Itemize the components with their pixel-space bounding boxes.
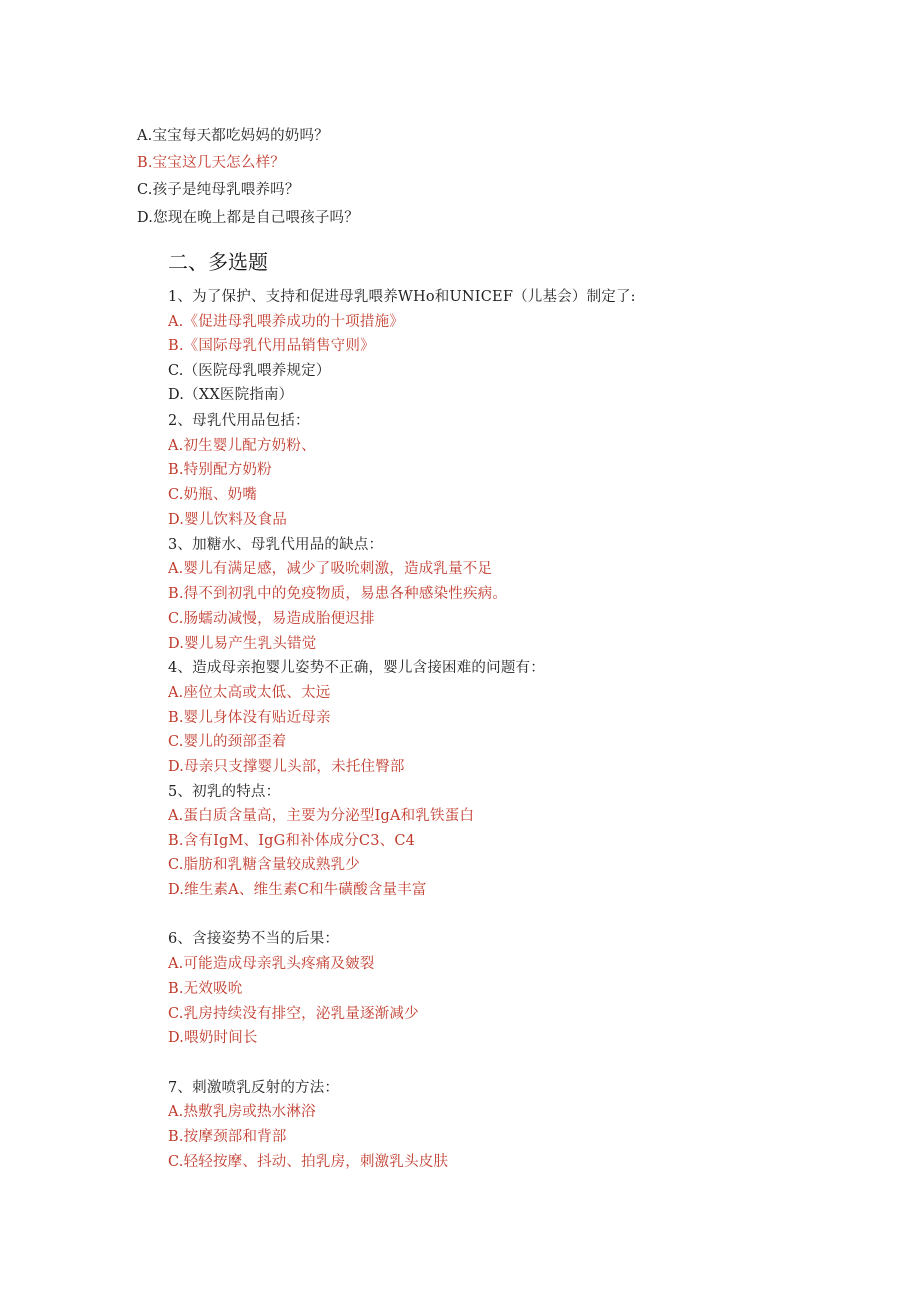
prev-option-b: B.宝宝这几天怎么样？ — [137, 155, 285, 171]
question-option: A.座位太高或太低、太远 — [168, 685, 331, 701]
question-option: C.婴儿的颈部歪着 — [168, 734, 287, 750]
question-stem: 1、为了保护、支持和促进母乳喂养WHo和UNICEF（儿基会）制定了: — [168, 289, 636, 305]
question-option: A.热敷乳房或热水淋浴 — [168, 1104, 316, 1120]
prev-option-a: A.宝宝每天都吃妈妈的奶吗？ — [137, 128, 329, 144]
question-option: D.婴儿易产生乳头错觉 — [168, 636, 317, 652]
question-stem: 3、加糖水、母乳代用品的缺点： — [168, 537, 384, 553]
question-option: C.乳房持续没有排空，泌乳量逐渐减少 — [168, 1006, 419, 1022]
question-stem: 2、母乳代用品包括： — [168, 413, 310, 429]
question-option: C.奶瓶、奶嘴 — [168, 487, 258, 503]
question-option: D.母亲只支撑婴儿头部，未托住臀部 — [168, 759, 405, 775]
question-option: B.婴儿身体没有贴近母亲 — [168, 710, 331, 726]
question-option: A.可能造成母亲乳头疼痛及皴裂 — [168, 956, 375, 972]
prev-option-d: D.您现在晚上都是自己喂孩子吗？ — [137, 210, 359, 226]
question-option: A.蛋白质含量高，主要为分泌型IgA和乳铁蛋白 — [168, 808, 475, 824]
question-stem: 6、含接姿势不当的后果： — [168, 931, 340, 947]
question-option: A.婴儿有满足感，减少了吸吮刺激，造成乳量不足 — [168, 561, 493, 577]
question-option: C.脂肪和乳糖含量较成熟乳少 — [168, 857, 360, 873]
question-option: D.婴儿饮料及食品 — [168, 512, 288, 528]
question-stem: 7、刺激喷乳反射的方法： — [168, 1080, 340, 1096]
prev-option-c: C.孩子是纯母乳喂养吗？ — [137, 182, 300, 198]
question-stem: 4、造成母亲抱婴儿姿势不正确，婴儿含接困难的问题有： — [168, 660, 545, 676]
question-option: A.《促进母乳喂养成功的十项措施》 — [168, 314, 404, 330]
section-title: 二、多选题 — [168, 250, 268, 274]
question-option: B.特别配方奶粉 — [168, 462, 272, 478]
question-option: B.按摩颈部和背部 — [168, 1129, 287, 1145]
question-option: D.（XX医院指南） — [168, 387, 294, 403]
question-option: C.（医院母乳喂养规定） — [168, 363, 331, 379]
question-option: D.维生素A、维生素C和牛磺酸含量丰富 — [168, 882, 427, 898]
question-option: B.《国际母乳代用品销售守则》 — [168, 338, 375, 354]
question-option: C.肠蠕动减慢，易造成胎便迟排 — [168, 611, 375, 627]
question-option: B.无效吸吮 — [168, 981, 243, 997]
question-option: D.喂奶时间长 — [168, 1030, 258, 1046]
question-stem: 5、初乳的特点： — [168, 784, 281, 800]
question-option: B.得不到初乳中的免疫物质，易患各种感染性疾病。 — [168, 586, 508, 602]
question-option: B.含有IgM、IgG和补体成分C3、C4 — [168, 833, 416, 849]
question-option: A.初生婴儿配方奶粉、 — [168, 438, 316, 454]
question-option: C.轻轻按摩、抖动、拍乳房，刺激乳头皮肤 — [168, 1154, 449, 1170]
